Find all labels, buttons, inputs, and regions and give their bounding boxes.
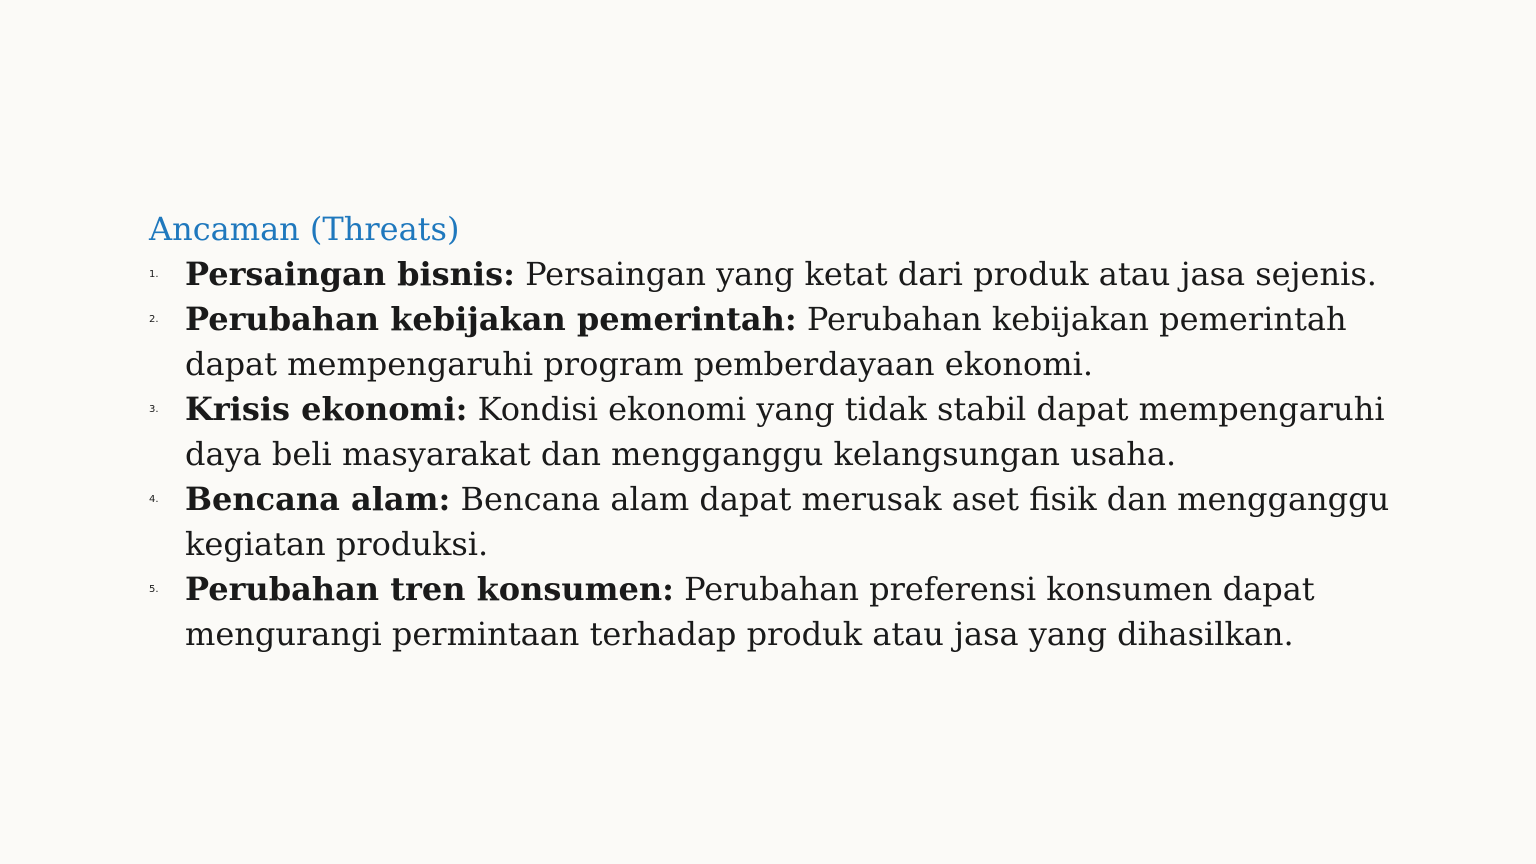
- threat-description-continued: dapat mempengaruhi program pemberdayaan ekonomi.: [185, 345, 1093, 383]
- list-number: 5.: [149, 584, 159, 595]
- list-number: 3.: [149, 404, 159, 415]
- threat-description: Persaingan yang ketat dari produk atau jasa sejenis.: [514, 255, 1377, 293]
- threat-term: Perubahan kebijakan pemerintah:: [185, 300, 797, 338]
- threat-description-continued: daya beli masyarakat dan mengganggu kelangsungan usaha.: [185, 435, 1177, 473]
- threat-line: [185, 567, 1439, 612]
- threat-line: [185, 252, 1439, 297]
- threat-line: [185, 297, 1439, 342]
- threat-item-natural-disaster: [149, 477, 1439, 567]
- threat-description-continued: mengurangi permintaan terhadap produk atau jasa yang dihasilkan.: [185, 615, 1294, 653]
- threat-item-government-policy: [149, 297, 1439, 387]
- threat-term: Bencana alam:: [185, 480, 451, 518]
- threat-description: Perubahan preferensi konsumen dapat: [673, 570, 1315, 608]
- slide-content: [149, 207, 1439, 657]
- threat-description: Perubahan kebijakan pemerintah: [796, 300, 1347, 338]
- threat-line: [185, 387, 1439, 432]
- slide-heading: Ancaman (Threats): [149, 210, 460, 248]
- list-number: 1.: [149, 269, 159, 280]
- threat-description: Kondisi ekonomi yang tidak stabil dapat mempengaruhi: [467, 390, 1385, 428]
- threat-item-consumer-trend: [149, 567, 1439, 657]
- threat-description-continued: kegiatan produksi.: [185, 525, 489, 563]
- threat-line: [185, 477, 1439, 522]
- threat-list: [149, 252, 1439, 657]
- threat-description: Bencana alam dapat merusak aset fisik dan mengganggu: [450, 480, 1390, 518]
- threat-term: Perubahan tren konsumen:: [185, 570, 674, 608]
- threat-item-competition: [149, 252, 1439, 297]
- list-number: 2.: [149, 314, 159, 325]
- threat-term: Persaingan bisnis:: [185, 255, 515, 293]
- threat-term: Krisis ekonomi:: [185, 390, 468, 428]
- threat-item-economic-crisis: [149, 387, 1439, 477]
- list-number: 4.: [149, 494, 159, 505]
